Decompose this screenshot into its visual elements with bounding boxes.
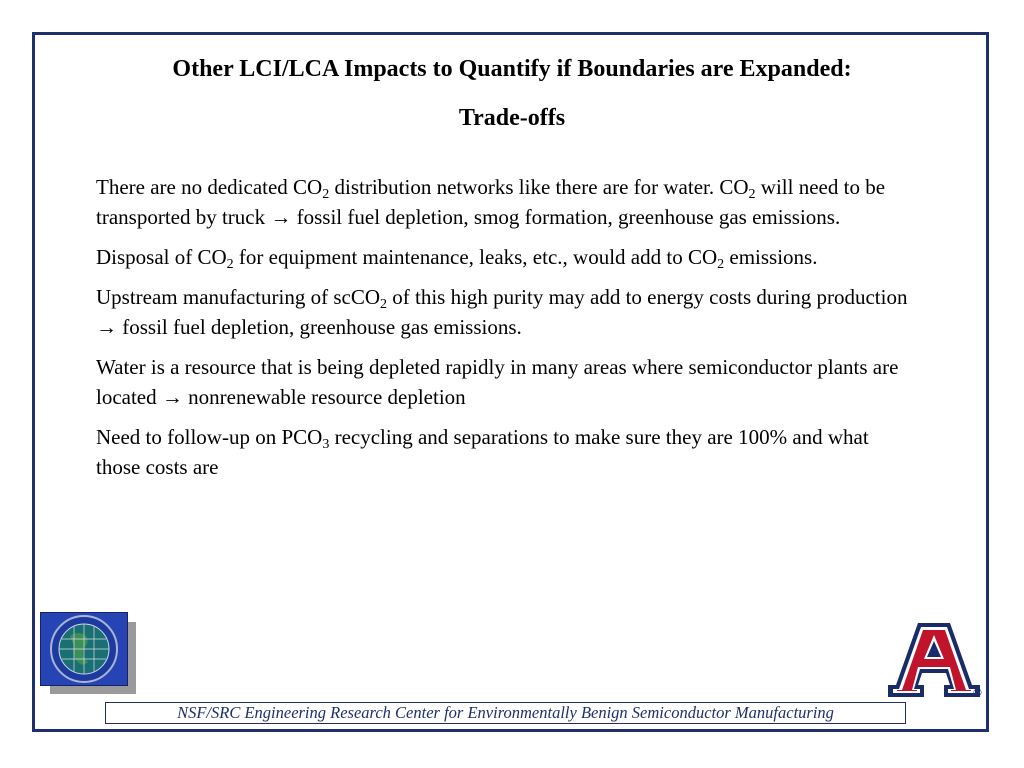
text-run: distribution networks like there are for water. CO [329,175,749,199]
body-paragraph [96,172,916,232]
text-run: Need to follow-up on PCO [96,425,323,449]
text-run: There are no dedicated CO [96,175,323,199]
globe-graphic [40,612,128,686]
subscript: 2 [380,297,388,312]
text-run: recycling and separations to make sure they are 100% and what those costs are [96,425,869,479]
footer-banner: NSF/SRC Engineering Research Center for Environmentally Benign Semiconductor Manufacturing [105,702,906,724]
a-letter-graphic [884,617,984,699]
body-paragraph [96,242,916,272]
body-paragraph [96,282,916,342]
text-run: Disposal of CO [96,245,227,269]
subscript: 3 [322,437,330,452]
body-paragraph [96,422,916,482]
subscript: 2 [226,257,234,272]
slide-subtitle: Trade-offs [458,105,566,131]
subscript: 2 [748,187,756,202]
subscript: 2 [322,187,330,202]
registered-mark: ® [972,686,983,699]
text-run: will need to be transported by truck → fossil fuel depletion, smog formation, greenhouse gas emissions. [96,175,886,229]
slide-body [96,172,916,492]
subscript: 2 [717,257,725,272]
text-run: of this high purity may add to energy costs during production → fossil fuel depletion, greenhouse gas emissions. [96,285,908,339]
globe-seal-icon [40,612,136,694]
text-run: Upstream manufacturing of scCO [96,285,381,309]
text-run: for equipment maintenance, leaks, etc., would add to CO [233,245,718,269]
slide-title: Other LCI/LCA Impacts to Quantify if Boundaries are Expanded: [172,56,852,82]
text-run: emissions. [724,245,818,269]
text-run: Water is a resource that is being depleted rapidly in many areas where semiconductor plants are located → nonrenewable resource depletion [96,355,899,409]
block-a-logo-icon [884,617,984,699]
body-paragraph [96,352,916,412]
